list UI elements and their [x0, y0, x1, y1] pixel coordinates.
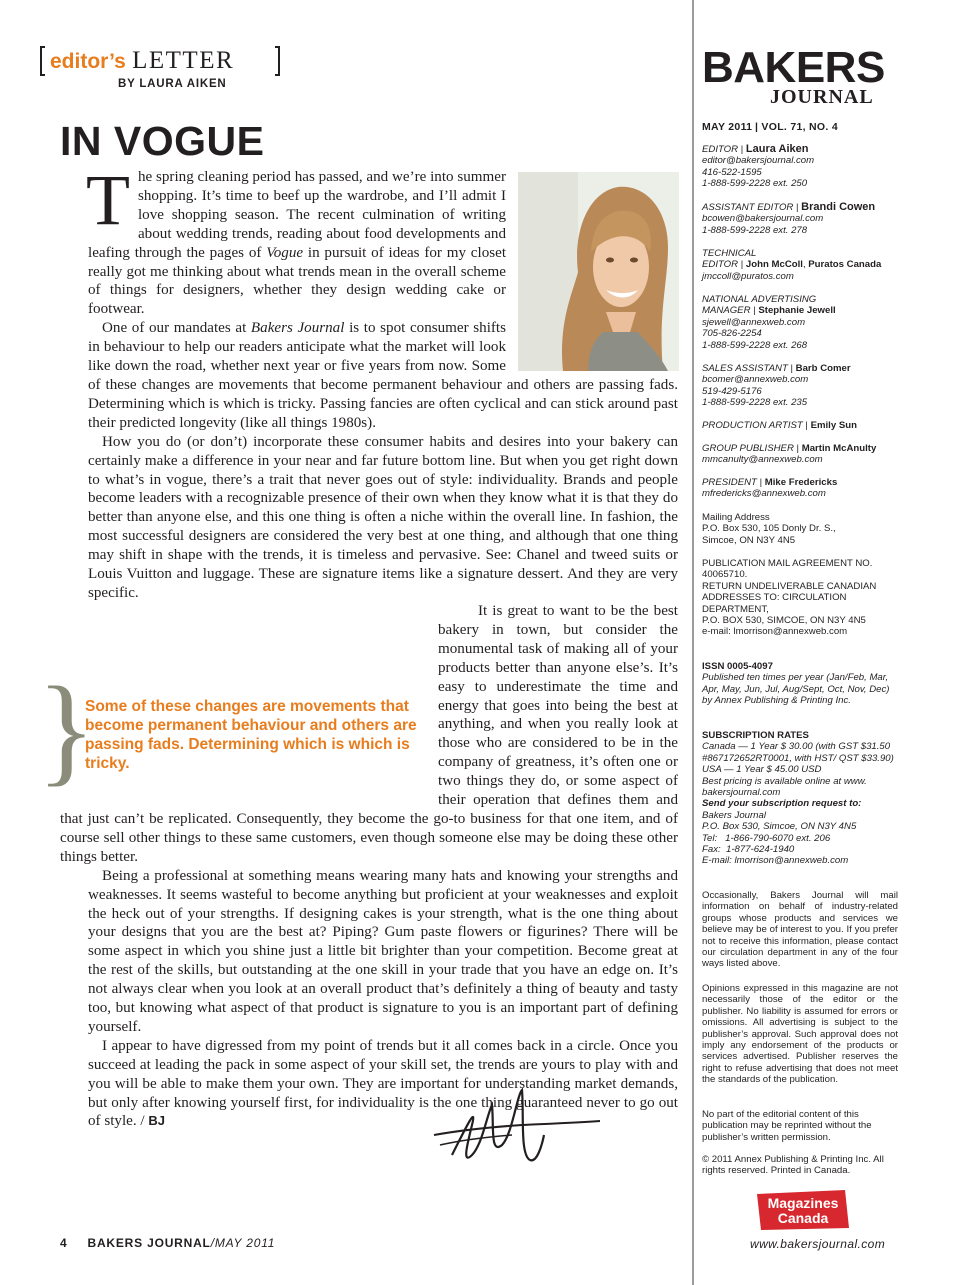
masthead-subscription — [702, 730, 898, 867]
logo-bakers: BAKERS — [702, 43, 885, 92]
subs-line-8: Fax: 1-877-624-1940 — [702, 844, 795, 856]
magazines-canada-logo-graphic — [755, 1190, 851, 1230]
tech-label-1: TECHNICAL — [702, 248, 757, 259]
page-number: 4 — [60, 1236, 68, 1250]
mail-line-1: Mailing Address — [702, 512, 770, 523]
pres-label: PRESIDENT — [702, 477, 757, 488]
editor-phone-1: 416-522-1595 — [702, 166, 762, 178]
sales-phone-2: 1-888-599-2228 ext. 235 — [702, 397, 808, 409]
pub-line-1: PUBLICATION MAIL AGREEMENT NO. — [702, 558, 873, 569]
p1-text-b: in pursuit of ideas for my closet really got me thinking about what trends mean in the overall scheme of things for designers, whether they design wedding cake or footwear. — [88, 244, 507, 318]
masthead-assistant-editor: ASSISTANT EDITOR | Brandi Cowen bcowen@bakersjournal.com 1-888-599-2228 ext. 278 — [702, 202, 898, 236]
section-label-letter: LETTER — [132, 47, 235, 74]
tech-name: John McColl — [745, 259, 803, 271]
subs-line-5: Bakers Journal — [702, 809, 766, 821]
subs-line-1: Canada — 1 Year $ 30.00 (with GST $31.50 #867172652RT0001, with HST/ QST $33.90) — [702, 741, 894, 764]
section-label-editors: editor’s — [50, 50, 126, 73]
nat-label-1: NATIONAL ADVERTISING — [702, 294, 817, 305]
masthead-president: PRESIDENT | Mike Fredericks mfredericks@annexweb.com — [702, 477, 898, 500]
masthead-issn — [702, 661, 898, 707]
p1-text-a: he spring cleaning period has passed, and we’re into summer shopping. It’s time to beef up the wardrobe, and I’ll admit I love shopping season. The recent culmination of writing about wedding trends, reading about food developments and leafing through the pages of — [88, 169, 506, 261]
asst-editor-label: ASSISTANT EDITOR — [702, 202, 794, 213]
mail-line-2: P.O. Box 530, 105 Donly Dr. S., — [702, 523, 836, 535]
sales-email: bcomer@annexweb.com — [702, 374, 809, 386]
group-label: GROUP PUBLISHER — [702, 443, 794, 454]
group-name: Martin McAnulty — [801, 443, 877, 454]
header-bracket-left — [40, 46, 42, 76]
issue-date: MAY 2011 — [702, 121, 753, 133]
asst-editor-email: bcowen@bakersjournal.com — [702, 213, 824, 225]
p2-text-b: is to spot consumer shifts in behaviour to help our readers anticipate what the market will look like down the road, whether next year or five years from now. Some of these changes are movements that become permanent behaviour and others are passing fads. Determining which is which is tricky. Passing fancies are often cyclical and can stick around past their predicted longevity (like all things 1980s). — [88, 320, 678, 431]
nat-phone-1: 705-826-2254 — [702, 328, 762, 340]
nat-name: Stephanie Jewell — [758, 305, 836, 317]
subs-line-6: P.O. Box 530, Simcoe, ON N3Y 4N5 — [702, 821, 857, 833]
editor-label: EDITOR — [702, 144, 739, 155]
tech-label-2: EDITOR — [702, 259, 739, 271]
sales-label: SALES ASSISTANT — [702, 363, 788, 374]
p1-vogue: Vogue — [266, 244, 304, 261]
sales-phone-1: 519-429-5176 — [702, 385, 762, 397]
editor-signature — [432, 1085, 602, 1177]
group-email: mmcanulty@annexweb.com — [702, 454, 823, 466]
article-paragraph-5: Being a professional at something means wearing many hats and knowing your strengths and weaknesses. It seems wasteful to become anything but proficient at your weaknesses and exploit the heck out of your strengths. If designing cakes is your strength, what is the one thing about your designs that you are the best at? Piping? Gum paste flowers or figurines? There will be some aspect in which you shine just a little bit brighter than your competition. Become great at the rest of the skills, but outstanding at the one skill in your trade that you have an edge on. It’s not always clear when you look at an overall product that’s definitely a thing of beauty and tasty too, but knowing what aspect of that product is signature to you is an important part of defining yourself. — [88, 867, 678, 1035]
pres-name: Mike Fredericks — [764, 477, 838, 488]
sign-off-bj: BJ — [148, 1113, 166, 1129]
masthead-editor: EDITOR | Laura Aiken editor@bakersjournal.com 416-522-1595 1-888-599-2228 ext. 250 — [702, 144, 898, 190]
masthead-national-advertising: NATIONAL ADVERTISING MANAGER | Stephanie Jewell sjewell@annexweb.com 705-826-2254 1-888-599-2228 ext. 268 — [702, 294, 898, 351]
pull-quote: Some of these changes are movements that become permanent behaviour and others are passing fads. Determining which is which is tricky. — [85, 698, 417, 772]
pub-line-6: P.O. BOX 530, SIMCOE, ON N3Y 4N5 — [702, 615, 866, 627]
subs-line-7: Tel: 1-866-790-6070 ext. 206 — [702, 832, 831, 844]
prod-label: PRODUCTION ARTIST — [702, 420, 803, 431]
editor-email: editor@bakersjournal.com — [702, 155, 815, 167]
masthead-group-publisher: GROUP PUBLISHER | Martin McAnulty mmcanulty@annexweb.com — [702, 443, 898, 466]
mag-logo-text-1: Magazines — [767, 1195, 839, 1211]
section-label — [50, 46, 234, 77]
tech-company: Puratos Canada — [808, 259, 882, 271]
asst-editor-name: Brandi Cowen — [801, 201, 876, 213]
masthead-disclaimer-1: Occasionally, Bakers Journal will mail information on behalf of industry-related groups whose products and services we believe may be of interest to you. If you prefer not to receive this information, please contact our circulation department in any of the four ways listed above. — [702, 890, 898, 970]
subs-line-3: Best pricing is available online at www. bakersjournal.com — [702, 775, 867, 799]
subs-head: SUBSCRIPTION RATES — [702, 730, 809, 741]
mag-logo-text-2: Canada — [777, 1210, 829, 1226]
footer-website[interactable]: www.bakersjournal.com — [750, 1237, 886, 1251]
pub-line-7: e-mail: lmorrison@annexweb.com — [702, 626, 848, 638]
header-bracket-right — [278, 46, 280, 76]
issn-text: Published ten times per year (Jan/Feb, Mar, Apr, May, Jun, Jul, Aug/Sept, Oct, Nov, Dec) by Annex Publishing & Printing Inc. — [702, 672, 890, 707]
logo-journal: JOURNAL — [770, 86, 874, 108]
magazines-canada-logo — [755, 1190, 851, 1230]
nat-phone-2: 1-888-599-2228 ext. 268 — [702, 339, 808, 351]
p6-text: I appear to have digressed from my point of trends but it all comes back in a circle. Once you succeed at leading the pack in some aspect of your skill set, the trends are yours to play with and you will be able to make them your own. They are important for understanding market demands, but only after knowing yourself first, for individuality is the one thing guaranteed never to go out of style. / — [88, 1037, 678, 1130]
issn: ISSN 0005-4097 — [702, 661, 773, 672]
article-paragraph-4: It is great to want to be the best bakery in town, but consider the monumental task of making all of your products better than anyone else’s. It’s easy to underestimate the time and energy that goes into being the best at anything, and when you really look at those who are considered to be in the company of greatness, it’s often one or two things they do, or some aspect of their operation that defines them and that just can’t be replicated. Consequently, they become the go-to business for that one item, and of course sell other things to these same customers, even though someone else may be doing these other things better. — [60, 603, 678, 865]
pub-line-2: 40065710. — [702, 569, 748, 581]
byline: BY LAURA AIKEN — [118, 78, 227, 90]
pub-line-4: ADDRESSES TO: CIRCULATION — [702, 592, 847, 604]
subs-line-4: Send your subscription request to: — [702, 798, 862, 810]
prod-name: Emily Sun — [810, 420, 857, 431]
article-body-top — [86, 160, 678, 603]
article-paragraph-3: How you do (or don’t) incorporate these consumer habits and desires into your bakery can certainly make a difference in your near and far future bottom line. But when you get right down to what’s in vogue, there’s a trait that never goes out of style: individuality. Brands and people become leaders with a recognizable presence of their own when they know what it is that they do better than anyone else, and this one thing is often a niche within the overall line. In fashion, the most successful designers are considered the very best at one thing, and although that one thing may shift in shape with the trends, it is timeless and pervasive. See: Chanel and tweed suits or Louis Vuitton and luggage. These are signature items like a signature dessert. And they are very specific. — [88, 433, 678, 601]
masthead-disclaimer-2: Opinions expressed in this magazine are not necessarily those of the editor or the publisher. No liability is assumed for errors or omissions. All advertising is subject to the publisher’s approval. Such approval does not imply any endorsement of the products or services advertised. Publisher reserves the right to refuse advertising that does not meet the standards of the publication. — [702, 983, 898, 1086]
sales-name: Barb Comer — [795, 363, 851, 374]
pres-email: mfredericks@annexweb.com — [702, 488, 826, 500]
nat-email: sjewell@annexweb.com — [702, 316, 806, 328]
subs-line-9: E-mail: lmorrison@annexweb.com — [702, 855, 849, 867]
masthead-issue: MAY 2011 | VOL. 71, NO. 4 — [702, 121, 838, 133]
footer-publication: BAKERS JOURNAL — [87, 1236, 211, 1250]
mail-line-3: Simcoe, ON N3Y 4N5 — [702, 534, 796, 546]
masthead-technical-editor: TECHNICAL EDITOR | John McColl, Puratos Canada jmccoll@puratos.com — [702, 248, 898, 282]
asst-editor-phone: 1-888-599-2228 ext. 278 — [702, 224, 808, 236]
issue-volume: VOL. 71, NO. 4 — [761, 121, 838, 133]
pull-quote-brace: } — [37, 662, 96, 797]
article-body-middle — [60, 602, 678, 1131]
p2-bakers-journal: Bakers Journal — [250, 320, 345, 337]
masthead-sales-assistant: SALES ASSISTANT | Barb Comer bcomer@annexweb.com 519-429-5176 1-888-599-2228 ext. 235 — [702, 363, 898, 409]
pub-line-5: DEPARTMENT, — [702, 603, 769, 615]
page-title: IN VOGUE — [60, 118, 265, 164]
p2-text-a: One of our mandates at — [102, 320, 251, 337]
tech-email: jmccoll@puratos.com — [702, 270, 794, 282]
masthead-copyright: © 2011 Annex Publishing & Printing Inc. All rights reserved. Printed in Canada. — [702, 1154, 884, 1177]
pub-line-3: RETURN UNDELIVERABLE CANADIAN — [702, 580, 877, 592]
masthead-publication-mail — [702, 558, 898, 638]
editor-name: Laura Aiken — [745, 143, 809, 155]
masthead-production-artist: PRODUCTION ARTIST | Emily Sun — [702, 420, 857, 431]
footer-date: /MAY 2011 — [210, 1236, 276, 1250]
masthead-mailing-address — [702, 512, 898, 546]
drop-cap: T — [86, 160, 130, 240]
editor-phone-2: 1-888-599-2228 ext. 250 — [702, 178, 808, 190]
nat-label-2: MANAGER — [702, 305, 751, 317]
photo-spacer — [506, 168, 678, 366]
footer-folio — [60, 1236, 275, 1250]
masthead-disclaimer-3: No part of the editorial content of this publication may be reprinted without the publisher’s written permission. — [702, 1109, 872, 1143]
signature-drawing — [432, 1085, 602, 1177]
column-divider — [692, 0, 694, 1285]
subs-line-2: USA — 1 Year $ 45.00 USD — [702, 764, 822, 776]
